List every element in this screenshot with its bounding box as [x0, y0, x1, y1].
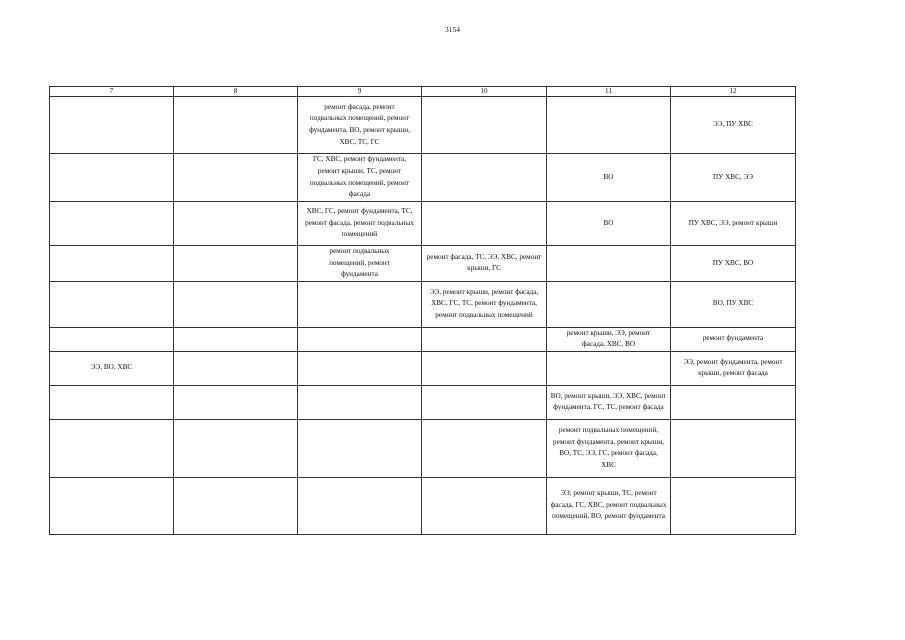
table-cell — [671, 385, 796, 419]
table-cell — [671, 477, 796, 534]
table-cell: ремонт фундамента — [671, 327, 796, 351]
table-cell — [174, 327, 298, 351]
table-cell — [422, 351, 547, 385]
table-cell — [174, 281, 298, 327]
table-cell — [174, 477, 298, 534]
table-cell — [422, 154, 547, 202]
table-cell — [50, 419, 174, 477]
table-cell — [50, 97, 174, 154]
table-cell: ПУ ХВС, ЭЭ — [671, 154, 796, 202]
table-cell — [298, 351, 422, 385]
table-cell — [422, 419, 547, 477]
table-cell: ремонт крыши, ЭЭ, ремонт фасада, ХВС, ВО — [547, 327, 671, 351]
table-cell — [547, 246, 671, 282]
table-cell — [422, 97, 547, 154]
table-cell: ЭЭ, ремонт крыши, ремонт фасада, ХВС, ГС, ТС, ремонт фундамента, ремонт подвальных помещений — [422, 281, 547, 327]
table-cell — [422, 327, 547, 351]
table-cell — [547, 97, 671, 154]
table-cell: ЭЭ, ремонт фундамента, ремонт крыши, ремонт фасада — [671, 351, 796, 385]
table-cell — [547, 281, 671, 327]
column-header: 10 — [422, 87, 547, 97]
table-cell — [422, 477, 547, 534]
table-cell: ремонт подвальных помещений, ремонт фундамента, ремонт крыши, ВО, ТС, ЭЭ, ГС, ремонт фасада, ХВС — [547, 419, 671, 477]
works-table — [49, 86, 796, 535]
table-cell — [298, 419, 422, 477]
table-row — [50, 246, 796, 282]
table-cell: ЭЭ, ремонт крыши, ТС, ремонт фасада, ГС, ХВС, ремонт подвальных помещений, ВО, ремонт фундамента — [547, 477, 671, 534]
table-row — [50, 281, 796, 327]
table-cell: ЭЭ, ВО, ХВС — [50, 351, 174, 385]
table-cell — [50, 246, 174, 282]
column-header: 11 — [547, 87, 671, 97]
column-header: 9 — [298, 87, 422, 97]
table-cell — [50, 327, 174, 351]
column-header: 12 — [671, 87, 796, 97]
table-row — [50, 351, 796, 385]
table-cell: ремонт подвальных помещений, ремонт фундамента — [298, 246, 422, 282]
table-cell: ВО — [547, 202, 671, 246]
table-cell — [174, 202, 298, 246]
table-cell — [174, 419, 298, 477]
table-cell — [50, 154, 174, 202]
column-header: 7 — [50, 87, 174, 97]
table-row — [50, 477, 796, 534]
table-row — [50, 419, 796, 477]
table-cell: ГС, ХВС, ремонт фундамента, ремонт крыши, ТС, ремонт подвальных помещений, ремонт фасада — [298, 154, 422, 202]
table-cell: ПУ ХВС, ЭЭ, ремонт крыши — [671, 202, 796, 246]
table-cell: ремонт фасада, ТС, ЭЭ, ХВС, ремонт крыши, ГС — [422, 246, 547, 282]
table-cell: ХВС, ГС, ремонт фундамента, ТС, ремонт фасада, ремонт подвальных помещений — [298, 202, 422, 246]
table-cell — [422, 385, 547, 419]
table-cell — [298, 477, 422, 534]
table-cell: ЭЭ, ПУ ХВС — [671, 97, 796, 154]
table-cell — [298, 385, 422, 419]
table-row — [50, 327, 796, 351]
table-cell — [174, 97, 298, 154]
table-row — [50, 97, 796, 154]
table-cell — [174, 154, 298, 202]
table-row — [50, 385, 796, 419]
table-cell: ремонт фасада, ремонт подвальных помещений, ремонт фундамента, ВО, ремонт крыши, ХВС, ТС, ГС — [298, 97, 422, 154]
table-cell — [174, 246, 298, 282]
header-row — [50, 87, 796, 97]
table-cell — [422, 202, 547, 246]
table-cell — [298, 281, 422, 327]
table-cell — [298, 327, 422, 351]
table-cell — [50, 202, 174, 246]
page-number: 3154 — [445, 25, 460, 34]
table-cell: ПУ ХВС, ВО — [671, 246, 796, 282]
table-cell: ВО, ПУ ХВС — [671, 281, 796, 327]
table-cell — [50, 477, 174, 534]
table-row — [50, 154, 796, 202]
table-cell — [174, 385, 298, 419]
table-cell: ВО, ремонт крыши, ЭЭ, ХВС, ремонт фундамента, ГС, ТС, ремонт фасада — [547, 385, 671, 419]
table-cell — [50, 385, 174, 419]
table-row — [50, 202, 796, 246]
table-cell — [50, 281, 174, 327]
table-cell — [547, 351, 671, 385]
table-cell — [671, 419, 796, 477]
table-cell — [174, 351, 298, 385]
table-cell: ВО — [547, 154, 671, 202]
column-header: 8 — [174, 87, 298, 97]
